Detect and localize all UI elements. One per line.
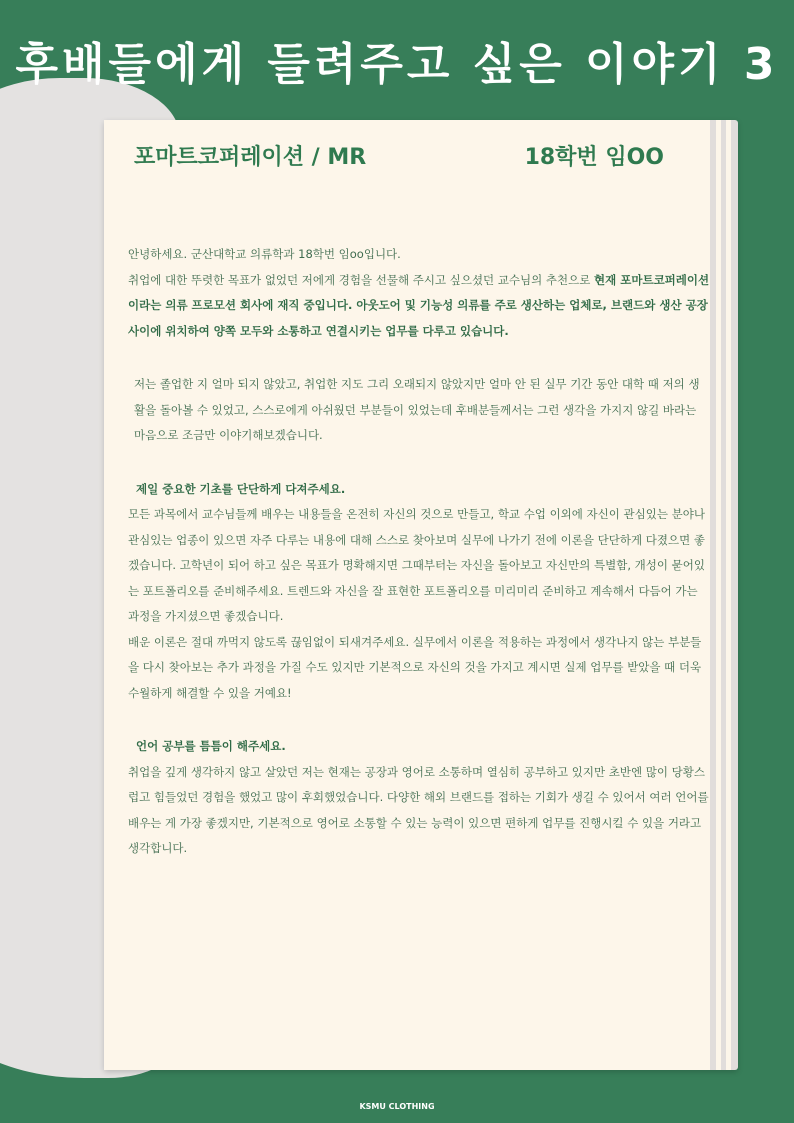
intro-paragraph xyxy=(128,268,710,345)
company-role: 포마트코퍼레이션 / MR xyxy=(134,145,367,170)
paper-sheet xyxy=(104,120,738,1070)
section1-heading: 제일 중요한 기초를 단단하게 다져주세요. xyxy=(136,481,346,496)
section1-paragraph-1: 모든 과목에서 교수님들께 배우는 내용들을 온전히 자신의 것으로 만들고, 학교 수업 이외에 자신이 관심있는 분야나 관심있는 업종이 있으면 자주 다루는 내용에 대해 스스로 찾아보며 실무에 나가기 전에 이론을 단단하게 다졌으면 좋겠습니다. 고학년이 되어 하고 싶은 목표가 명확해지면 그때부터는 자신을 돌아보고 자신만의 특별함, 개성이 묻어있는 포트폴리오를 준비해주세요. 트렌드와 자신을 잘 표현한 포트폴리오를 미리미리 준비하고 계속해서 다듬어 가는 과정을 가지셨으면 좋겠습니다. xyxy=(128,507,705,623)
page-title: 후배들에게 들려주고 싶은 이야기 3 xyxy=(15,39,779,90)
paper-content-area xyxy=(104,120,710,1070)
footer-label: KSMU CLOTHING xyxy=(359,1102,435,1111)
intro-text: 취업에 대한 뚜렷한 목표가 없었던 저에게 경험을 선물해 주시고 싶으셨던 교수님의 추천으로 xyxy=(128,272,595,287)
intro-bold-text: 현재 포마트코퍼레이션이라는 의류 프로모션 회사에 재직 중입니다. 아웃도어 및 기능성 의류를 주로 생산하는 업체로, 브랜드와 생산 공장 사이에 위치하여 양쪽 모두와 소통하고 연결시키는 업무를 다루고 있습니다. xyxy=(128,272,710,338)
section2-heading: 언어 공부를 틈틈이 해주세요. xyxy=(136,739,286,753)
intro-greeting: 안녕하세요. 군산대학교 의류학과 18학번 임oo입니다. xyxy=(128,247,401,261)
author-name: 18학번 임OO xyxy=(524,145,664,170)
section2-paragraph-1: 취업을 깊게 생각하지 않고 살았던 저는 현재는 공장과 영어로 소통하며 열심히 공부하고 있지만 초반엔 많이 당황스럽고 힘들었던 경험을 했었고 많이 후회했었습니다. 다양한 해외 브랜드를 접하는 기회가 생길 수 있어서 여러 언어를 배우는 게 가장 좋겠지만, 기본적으로 영어로 소통할 수 있는 능력이 있으면 편하게 업무를 진행시킬 수 있을 거라고 생각합니다. xyxy=(128,764,709,855)
paper-stripe xyxy=(716,120,721,1070)
section1-paragraph-2: 배운 이론은 절대 까먹지 않도록 끊임없이 되새겨주세요. 실무에서 이론을 적용하는 과정에서 생각나지 않는 부분들을 다시 찾아보는 추가 과정을 가질 수도 있지만 기본적으로 자신의 것을 가지고 계시면 실제 업무를 받았을 때 더욱 수월하게 해결할 수 있을 거예요! xyxy=(128,634,702,700)
paragraph-reflection: 저는 졸업한 지 얼마 되지 않았고, 취업한 지도 그리 오래되지 않았지만 얼마 안 된 실무 기간 동안 대학 때 저의 생활을 돌아볼 수 있었고, 스스로에게 아쉬웠던 부분들이 있었는데 후배분들께서는 그런 생각을 가지지 않길 바라는 마음으로 조금만 이야기해보겠습니다. xyxy=(134,377,700,442)
article-body xyxy=(128,242,710,862)
paper-stripe xyxy=(726,120,731,1070)
